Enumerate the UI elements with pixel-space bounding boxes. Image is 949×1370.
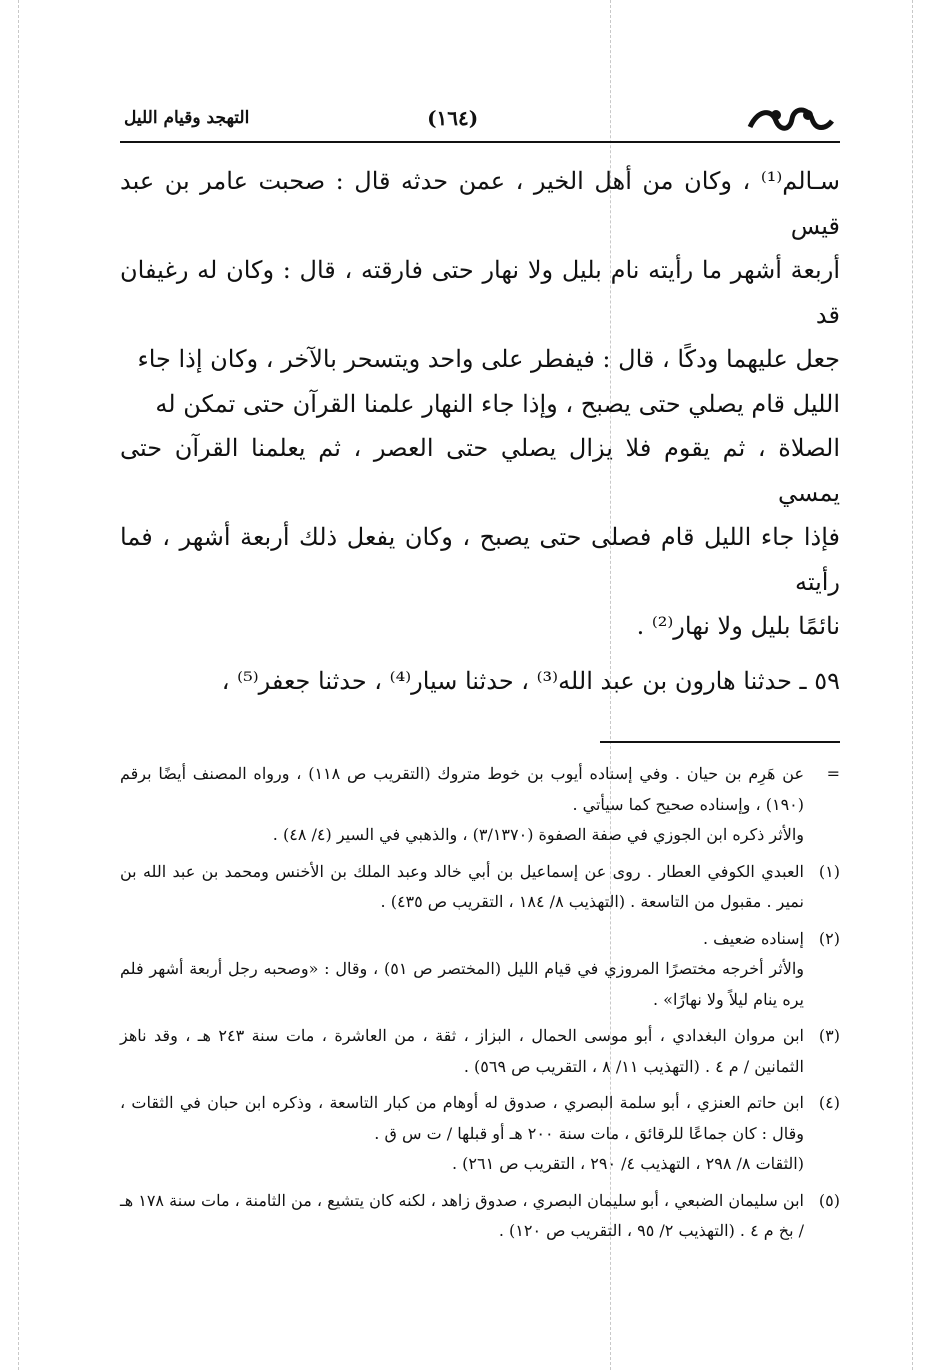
footnote-text: ابن حاتم العنزي ، أبو سلمة البصري ، صدوق له أوهام من كبار التاسعة ، وذكره ابن حبان في الثقات ، وقال : كان جماعًا للرقائق ، مات سنة ٢٠٠ هـ أو قبلها / ت س ق . xyxy=(120,1093,804,1143)
footnote-text: والأثر ذكره ابن الجوزي في صفة الصفوة (٣/١٣٧٠) ، والذهبي في السير (٤/ ٤٨) . xyxy=(272,825,804,844)
main-text xyxy=(120,159,840,703)
footnote-1 xyxy=(120,857,840,918)
footnote-2 xyxy=(120,924,840,1016)
footnote-text: العبدي الكوفي العطار . روى عن إسماعيل بن أبي خالد وعبد الملك بن الأخنس ومحمد بن عبد الله بن نمير . مقبول من التاسعة . (التهذيب ٨/ ١٨٤ ، التقريب ص ٤٣٥) . xyxy=(120,861,804,911)
ornament-icon xyxy=(746,101,836,135)
footnote-text: (الثقات ٨/ ٢٩٨ ، التهذيب ٤/ ٢٩٠ ، التقريب ص ٢٦١) . xyxy=(451,1154,804,1173)
scan-guide-right xyxy=(912,0,913,1370)
page-number: (١٦٤) xyxy=(427,106,479,130)
footnote-marker: = xyxy=(826,764,840,783)
text-line: جعل عليهما ودكًا ، قال : فيفطر على واحد ويتسحر بالآخر ، وكان إذا جاء xyxy=(137,345,840,373)
footnotes xyxy=(120,759,840,1247)
text-line: فإذا جاء الليل قام فصلى حتى يصبح ، وكان يفعل ذلك أربعة أشهر ، فما رأيته xyxy=(120,523,840,596)
running-title: التهجد وقيام الليل xyxy=(124,108,250,128)
footnote-4 xyxy=(120,1088,840,1180)
footnote-text: والأثر أخرجه مختصرًا المروزي في قيام الليل (المختصر ص ٥١) ، وقال : «وصحبه رجل أربعة أشهر فلم يره ينام ليلاً ولا نهارًا» . xyxy=(120,959,804,1009)
book-page xyxy=(120,95,840,1253)
text-line: الليل قام يصلي حتى يصبح ، وإذا جاء النهار علمنا القرآن حتى تمكن له xyxy=(155,389,840,418)
text-line: نائمًا بليل ولا نهار⁽²⁾ . xyxy=(636,612,840,640)
text-line: أربعة أشهر ما رأيته نام بليل ولا نهار حتى فارقته ، قال : وكان له رغيفان قد xyxy=(120,256,840,329)
page-header xyxy=(120,95,840,143)
footnote-marker: (٢) xyxy=(818,928,840,948)
footnote-marker: (٣) xyxy=(818,1026,840,1045)
text-line: الصلاة ، ثم يقوم فلا يزال يصلي حتى العصر ، ثم يعلمنا القرآن حتى يمسي xyxy=(120,434,840,507)
footnote-continued xyxy=(120,759,840,851)
footnote-marker: (١) xyxy=(818,861,840,881)
footnote-text: ابن سليمان الضبعي ، أبو سليمان البصري ، صدوق زاهد ، لكنه كان يتشيع ، من الثامنة ، مات سنة ١٧٨ هـ / بخ م ٤ . (التهذيب ٢/ ٩٥ ، التقريب ص ١٢٠) . xyxy=(120,1190,804,1240)
text-line: سـالم⁽¹⁾ ، وكان من أهل الخير ، عمن حدثه قال : صحبت عامر بن عبد قيس xyxy=(120,167,841,240)
footnote-text: ابن مروان البغدادي ، أبو موسى الحمال ، البزاز ، ثقة ، من العاشرة ، مات سنة ٢٤٣ هـ ، وقد ناهز الثمانين / م ٤ . (التهذيب ١١/ ٨ ، التقريب ص ٥٦٩) . xyxy=(120,1026,805,1076)
footnote-3 xyxy=(120,1021,840,1082)
footnote-marker: (٤) xyxy=(818,1093,840,1112)
footnote-separator xyxy=(600,741,840,743)
footnote-text: عن هَرِم بن حيان . وفي إسناده أيوب بن خوط متروك (التقريب ص ١١٨) ، ورواه المصنف أيضًا برقم (١٩٠) ، وإسناده صحيح كما سيأتي . xyxy=(120,764,805,814)
footnote-text: إسناده ضعيف . xyxy=(702,928,804,948)
footnote-5 xyxy=(120,1186,840,1247)
hadith-59: ٥٩ ـ حدثنا هارون بن عبد الله⁽³⁾ ، حدثنا سيار⁽⁴⁾ ، حدثنا جعفر⁽⁵⁾ ، xyxy=(221,666,840,695)
footnote-marker: (٥) xyxy=(818,1190,840,1210)
scan-guide-left xyxy=(18,0,19,1370)
